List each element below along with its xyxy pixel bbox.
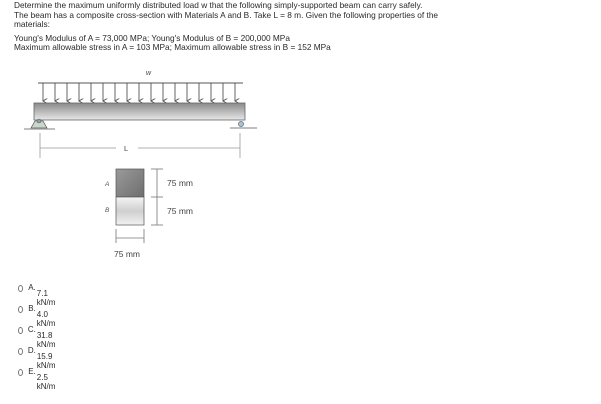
span-dimension: [40, 133, 240, 158]
radio-button[interactable]: [18, 285, 23, 292]
radio-button[interactable]: [18, 369, 23, 376]
radio-button[interactable]: [18, 306, 23, 313]
option-letter: A.: [28, 283, 36, 292]
option-letter: B.: [28, 304, 36, 313]
option-letter: D.: [27, 346, 36, 355]
option-value: 2.5 kN/m: [36, 373, 56, 391]
option-b[interactable]: [18, 305, 57, 328]
modulus-line: Young's Modulus of A = 73,000 MPa; Young's Modulus of B = 200,000 MPa: [14, 32, 290, 43]
option-letter: E.: [28, 367, 36, 376]
radio-button[interactable]: [18, 327, 23, 334]
question-line-1: Determine the maximum uniformly distributed load w that the following simply-supported beam can carry safely.: [14, 0, 423, 10]
roller-support-right: [230, 121, 257, 128]
beam: [34, 103, 245, 120]
option-e[interactable]: [18, 368, 57, 391]
option-c[interactable]: [18, 326, 58, 349]
radio-button[interactable]: [18, 348, 23, 355]
height-b-label: 75 mm: [167, 206, 193, 216]
material-b-label: B: [105, 207, 110, 214]
material-a-section: [116, 169, 144, 197]
distributed-load-arrows: [38, 83, 243, 101]
option-a[interactable]: [18, 284, 57, 307]
question-line-3: materials:: [14, 19, 50, 30]
option-value: 4.0 kN/m: [36, 310, 56, 328]
width-label: 75 mm: [114, 249, 140, 259]
pin-support-left: [24, 119, 55, 129]
option-value: 31.8 kN/m: [36, 331, 56, 349]
option-d[interactable]: [18, 347, 58, 370]
load-label: w: [146, 70, 152, 77]
material-a-label: A: [105, 181, 110, 188]
option-value: 15.9 kN/m: [36, 352, 56, 370]
option-value: 7.1 kN/m: [36, 289, 56, 307]
height-a-label: 75 mm: [167, 178, 193, 188]
allowable-stress-line: Maximum allowable stress in A = 103 MPa; Maximum allowable stress in B = 152 MPa: [14, 42, 331, 53]
material-b-section: [116, 197, 144, 225]
width-dimension: [116, 229, 144, 243]
question-line-2: The beam has a composite cross-section with Materials A and B. Take L = 8 m. Given the following properties of the: [14, 9, 439, 20]
option-letter: C.: [27, 325, 36, 334]
height-dimension: [151, 169, 163, 225]
span-label: L: [124, 144, 129, 153]
